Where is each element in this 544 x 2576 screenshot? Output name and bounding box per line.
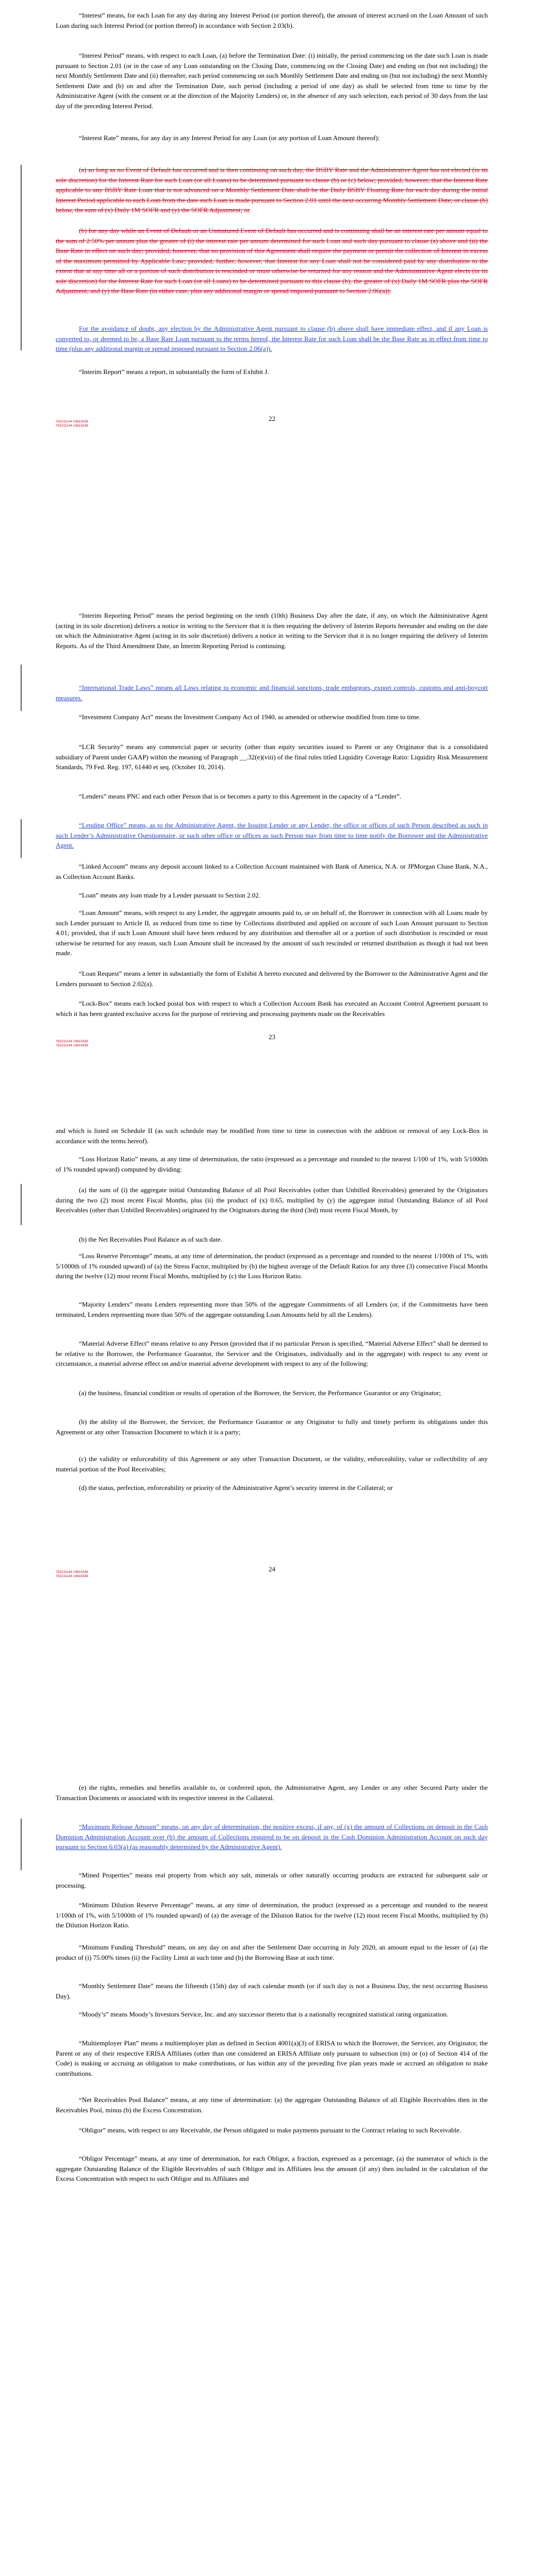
def-lenders: “Lenders” means PNC and each other Person that is or becomes a party to this Agreement in the capacity of a “Lender”.: [79, 792, 402, 800]
def-loan-request: “Loan Request” means a letter in substantially the form of Exhibit A hereto executed and delivered by the Borrower to the Administrative Agent and the Lenders pursuant to Section 2.02(a).: [56, 970, 488, 988]
change-bar: [21, 165, 22, 350]
doc-id: 762231144 19615438 762231144 19615438: [56, 420, 88, 428]
def-interim-reporting-period: “Interim Reporting Period” means the period beginning on the tenth (10th) Business Day after the date, if any, on which the Administrative Agent (acting in its sole discretion) delivers a notice in writing to the Servicer that it is then requiring the delivery of Interim Reports hereunder and ending on the date on which the Administrative Agent (acting in its sole discretion) delivers a notice in writing to the Servicer that it is no longer requiring the delivery of Interim Reports. As of the Third Amendment Date, an Interim Reporting Period is continuing.: [56, 612, 488, 650]
def-multiemployer-plan: “Multiemployer Plan” means a multiemployer plan as defined in Section 4001(a)(3) of ERISA to which the Borrower, the Servicer, any Originator, the Parent or any of their respective ERISA Affiliates (other than one considered an ERISA Affiliate only pursuant to subsection (m) or (o) of Section 414 of the Code) is making or accruing an obligation to make contributions, or has within any of the preceding five plan years made or accrued an obligation to make contributions.: [56, 2039, 488, 2077]
lock-box-continued: and which is listed on Schedule II (as such schedule may be modified from time to time in connection with the addition or removal of any Lock-Box in accordance with the terms hereof).: [56, 1127, 488, 1145]
change-bar: [21, 1819, 22, 1870]
page-number: 22: [269, 415, 275, 422]
mae-clause-e: (e) the rights, remedies and benefits available to, or conferred upon, the Administrative Agent, any Lender or any other Secured Party under the Transaction Documents or associated with its respective interest in the Collateral.: [56, 1784, 488, 1802]
def-linked-account: “Linked Account” means any deposit account linked to a Collection Account maintained with Bank of America, N.A. or JPMorgan Chase Bank, N.A., as Collection Account Banks.: [56, 862, 488, 880]
mae-clause-d: (d) the status, perfection, enforceability or priority of the Administrative Agent’s security interest in the Collateral; or: [79, 1484, 393, 1492]
def-interest: “Interest” means, for each Loan for any day during any Interest Period (or portion thereof), the amount of interest accrued on the Loan Amount of such Loan during such Interest Period (or portion thereof) in accordance with Section 2.03(b).: [56, 11, 488, 29]
page-number: 24: [269, 1565, 275, 1573]
def-loss-reserve-percentage: “Loss Reserve Percentage” means, at any time of determination, the product (expressed as a percentage and rounded to the nearest 1/100th of 1%, with 5/1000th of 1% rounded upward) of (a) the Stress Factor, multiplied by (b) the highest average of the Default Ratios for any three (3) consecutive Fiscal Months during the twelve (12) most recent Fiscal Months, multiplied by (c) the Loss Horizon Ratio.: [56, 1252, 488, 1280]
def-net-receivables-pool-balance: “Net Receivables Pool Balance” means, at any time of determination: (a) the aggregate Outstanding Balance of all Eligible Receivables then in the Receivables Pool, minus (b) the Excess Concentration.: [56, 2096, 488, 2114]
def-obligor: “Obligor” means, with respect to any Receivable, the Person obligated to make payments pursuant to the Contract relating to such Receivable.: [79, 2126, 461, 2134]
def-loan: “Loan” means any loan made by a Lender pursuant to Section 2.02.: [79, 891, 260, 899]
def-minimum-funding-threshold: “Minimum Funding Threshold” means, on any day on and after the Settlement Date occurring in July 2020, an amount equal to the lesser of (a) the product of (i) 75.00% times (ii) the Facility Limit at such time and (b) the Borrowing Base at such time.: [56, 1943, 488, 1961]
def-moodys: “Moody’s” means Moody’s Investors Service, Inc. and any successor thereto that is a nationally recognized statistical rating organization.: [79, 2010, 449, 2018]
def-interest-rate: “Interest Rate” means, for any day in any Interest Period for any Loan (or any portion of Loan Amount thereof):: [79, 134, 380, 142]
interest-rate-avoidance: For the avoidance of doubt, any election by the Administrative Agent pursuant to clause (b) above shall have immediate effect, and if any Loan is converted to, or deemed to be, a Base Rate Loan pursuant to the terms hereof, the Interest Rate for such Loan shall be the Base Rate as in effect from time to time (plus any additional margin or spread imposed pursuant to Section 2.06(a)).: [56, 325, 488, 352]
page-number: 23: [269, 1033, 275, 1041]
interest-rate-clause-b: (b) for any day while an Event of Default or an Unmatured Event of Default has occurred and is continuing shall be an interest rate per annum equal to the sum of 2.50% per annum plus the greater of (i) the interest rate per annum determined for such Loan and such day pursuant to clause (a) above and (ii) the Base Rate in effect on such day; provided, however, that no provision of this Agreement shall require the payment or permit the collection of Interest in excess of the maximum permitted by Applicable Law; provided, further, however, that Interest for any Loan shall not be considered paid by any distribution to the extent that at any time all or a portion of such distribution is rescinded or must otherwise be returned for any reason and the Administrative Agent elects (in its sole discretion) for the Interest Rate for such Loan (or all Loans) to be determined pursuant to this clause (b), the greater of (x) Daily 1M SOFR plus the SOFR Adjustment, and (y) the Base Rate (in either case, plus any additional margin or spread imposed pursuant to Section 2.06(a)).: [56, 227, 488, 295]
def-interim-report: “Interim Report” means a report, in substantially the form of Exhibit J.: [79, 368, 269, 376]
def-lcr-security: “LCR Security” means any commercial paper or security (other than equity securities issued to Parent or any Originator that is a consolidated subsidiary of Parent under GAAP) within the meaning of Paragraph __.32(e)(viii) of the final rules titled Liquidity Coverage Ratio: Liquidity Risk Measurement Standards, 79 Fed. Reg. 197, 61440 et seq. (October 10, 2014).: [56, 743, 488, 771]
def-investment-company-act: “Investment Company Act” means the Investment Company Act of 1940, as amended or otherwise modified from time to time.: [79, 713, 421, 721]
def-mined-properties: “Mined Properties” means real property from which any salt, minerals or other naturally occurring products are extracted for subsequent sale or processing.: [56, 1871, 488, 1889]
doc-id: 762231144 19615438 762231144 19615438: [56, 1570, 88, 1578]
def-minimum-dilution-reserve: “Minimum Dilution Reserve Percentage” means, at any time of determination, the product (expressed as a percentage and rounded to the nearest 1/100th of 1%, with 5/1000th of 1% rounded upward) of (a) the average of the Dilution Ratios for the twelve (12) most recent Fiscal Months, multiplied by (b) the Dilution Horizon Ratio.: [56, 1901, 488, 1929]
def-interest-period: “Interest Period” means, with respect to each Loan, (a) before the Termination Date: (i) initially, the period commencing on the date such Loan is made pursuant to Section 2.01 (or in the case of any Loan outstanding on the Closing Date, commencing on the Closing Date) and ending on (but not including) the next Monthly Settlement Date and (ii) thereafter, each period commencing on such Monthly Settlement Date and ending on (but not including) the next Monthly Settlement Date and (b) on and after the Termination Date, such period (including a period of one day) as shall be selected from time to time by the Administrative Agent (with the consent or at the direction of the Majority Lenders) or, in the absence of any such selection, each period of 30 days from the last day of the preceding Interest Period.: [56, 52, 488, 110]
mae-clause-b: (b) the ability of the Borrower, the Servicer, the Performance Guarantor or any Originator to fully and timely perform its obligations under this Agreement or any other Transaction Document to which it is a party;: [56, 1418, 488, 1436]
def-lending-office: “Lending Office” means, as to the Administrative Agent, the Issuing Lender or any Lender, the office or offices of such Person described as such in such Lender’s Administrative Questionnaire, or such other office or offices as such Person may from time to time notify the Borrower and the Administrative Agent.: [56, 821, 488, 849]
def-loss-horizon-ratio: “Loss Horizon Ratio” means, at any time of determination, the ratio (expressed as a percentage and rounded to the nearest 1/100 of 1%, with 5/1000th of 1% rounded upward) computed by dividing:: [56, 1155, 488, 1173]
def-maximum-release-amount: “Maximum Release Amount” means, on any day of determination, the positive excess, if any, of (x) the amount of Collections on deposit in the Cash Dominion Administration Account over (b) the amount of Collections required to be on deposit in the Cash Dominion Administration Account on such day pursuant to Section 6.03(a) (as reasonably determined by the Administrative Agent).: [56, 1823, 488, 1851]
def-obligor-percentage: “Obligor Percentage” means, at any time of determination, for each Obligor, a fraction, expressed as a percentage, (a) the numerator of which is the aggregate Outstanding Balance of the Eligible Receivables of such Obligor and its Affiliates less the amount (if any) then included in the calculation of the Excess Concentration with respect to such Obligor and its Affiliates and: [56, 2155, 488, 2182]
def-majority-lenders: “Majority Lenders” means Lenders representing more than 50% of the aggregate Commitments of all Lenders (or, if the Commitments have been terminated, Lenders representing more than 50% of the aggregate outstanding Loan Amounts held by all the Lenders).: [56, 1300, 488, 1318]
interest-rate-clause-a: (a) so long as no Event of Default has occurred and is then continuing on such day, the BSBY Rate and the Administrative Agent has not elected (in its sole discretion) for the Interest Rate for such Loan (or all Loans) to be determined pursuant to clause (b) or (c) below; provided, however, that the Interest Rate applicable to any BSBY Rate Loan that is not advanced on a Monthly Settlement Date shall be the Daily BSBY Floating Rate for each day during the initial Interest Period applicable to such Loan from the date such Loan is made pursuant to Section 2.01 until the next occurring Monthly Settlement Date; or clause (b) below, the sum of (x) Daily 1M SOFR and (y) the SOFR Adjustment; or: [56, 166, 488, 214]
def-material-adverse-effect: “Material Adverse Effect” means relative to any Person (provided that if no particular Person is specified, “Material Adverse Effect” shall be deemed to be relative to the Borrower, the Performance Guarantor, the Servicer and the Originators, individually and in the aggregate) with respect to any event or circumstance, a material adverse effect on and/or material adverse development with respect to any of the following:: [56, 1340, 488, 1367]
doc-id: 762231144 19615438 762231144 19615438: [56, 1040, 88, 1047]
mae-clause-a: (a) the business, financial condition or results of operation of the Borrower, the Servicer, the Performance Guarantor or any Originator;: [79, 1389, 441, 1397]
def-monthly-settlement-date: “Monthly Settlement Date” means the fifteenth (15th) day of each calendar month (or if such day is not a Business Day, the next occurring Business Day).: [56, 1982, 488, 2000]
change-bar: [21, 665, 22, 711]
def-loan-amount: “Loan Amount” means, with respect to any Lender, the aggregate amounts paid to, or on behalf of, the Borrower in connection with all Loans made by such Lender pursuant to Article II, as reduced from time to time by Collections distributed and applied on account of such Loan Amount pursuant to Section 4.01; provided, that if such Loan Amount shall have been reduced by any distribution and thereafter all or a portion of such distribution is rescinded or must otherwise be returned for any reason, such Loan Amount shall be increased by the amount of such rescinded or returned distribution as though it had not been made.: [56, 909, 488, 957]
mae-clause-c: (c) the validity or enforceability of this Agreement or any other Transaction Document, or the validity, enforceability, value or collectibility of any material portion of the Pool Receivables;: [56, 1455, 488, 1473]
loss-horizon-clause-a: (a) the sum of (i) the aggregate initial Outstanding Balance of all Pool Receivables (other than Unbilled Receivables) generated by the Originators during the two (2) most recent Fiscal Months, plus (ii) the product of (x) 0.65, multiplied by (y) the aggregate initial Outstanding Balance of all Pool Receivables (other than Unbilled Receivables) originated by the Originators during the third (3rd) most recent Fiscal Month, by: [56, 1186, 488, 1214]
loss-horizon-clause-b: (b) the Net Receivables Pool Balance as of such date.: [79, 1235, 222, 1243]
change-bar: [21, 819, 22, 858]
def-lock-box: “Lock-Box” means each locked postal box with respect to which a Collection Account Bank has executed an Account Control Agreement pursuant to which it has been granted exclusive access for the purpose of retrieving and processing payments made on the Receivables: [56, 999, 488, 1018]
def-international-trade-laws: “International Trade Laws” means all Laws relating to economic and financial sanctions, trade embargoes, export controls, customs and anti-boycott measures.: [56, 684, 488, 702]
change-bar: [21, 1184, 22, 1225]
